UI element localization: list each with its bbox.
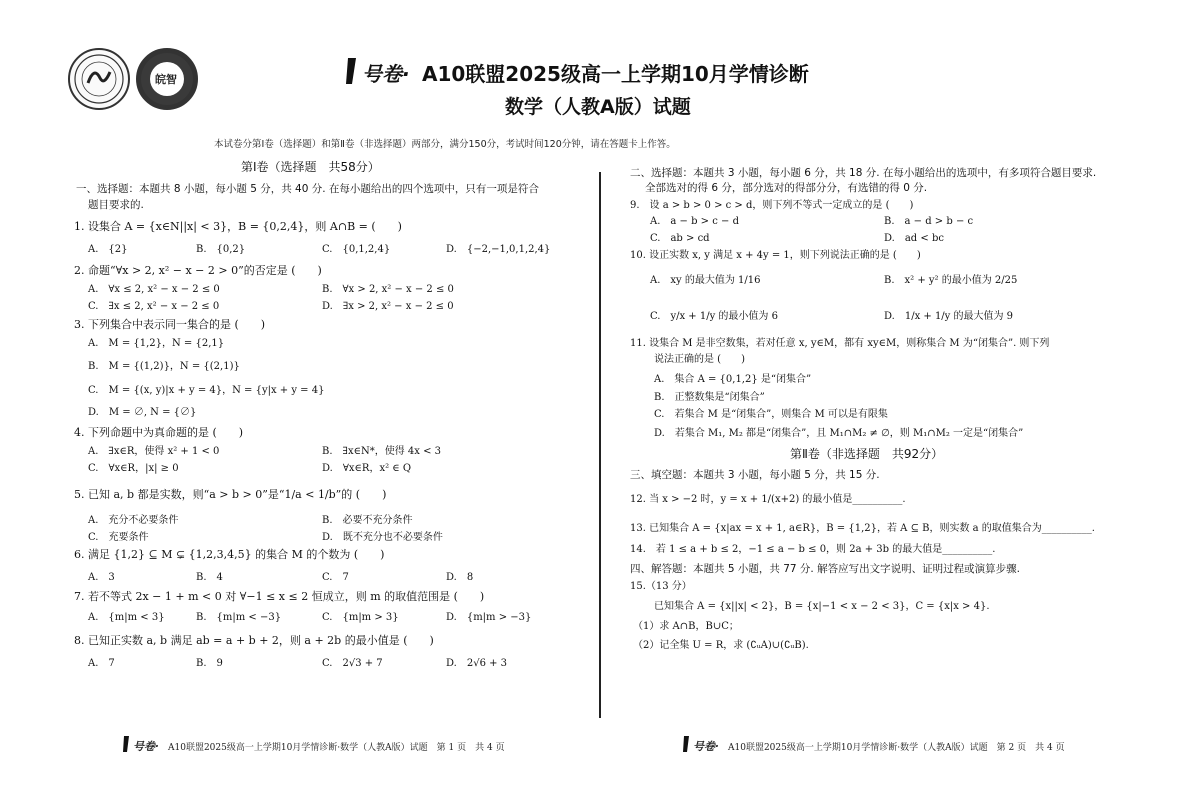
q13-stem: 13. 已知集合 A = {x|ax = x + 1, a∈R}，B = {1,2}，若 A ⊆ B，则实数 a 的取值集合为__________. [630, 523, 1095, 534]
footer-brand-mark-left [121, 735, 131, 757]
q6-option-d: D. 8 [446, 572, 474, 583]
section4-instruction: 四、解答题：本题共 5 小题，共 77 分. 解答应写出文字说明、证明过程或演算步骤. [630, 563, 1020, 575]
footer-brand-right: 号卷· [693, 740, 719, 753]
q10-option-d: D. 1/x + 1/y 的最大值为 9 [884, 311, 1014, 322]
section1-instruction-cont: 题目要求的. [88, 199, 144, 211]
q7-stem: 7. 若不等式 2x − 1 + m < 0 对 ∀−1 ≤ x ≤ 2 恒成立，则 m 的取值范围是 ( ) [74, 590, 485, 603]
q5-option-a: A. 充分不必要条件 [88, 515, 179, 526]
q11-option-a: A. 集合 A = {0,1,2} 是“闭集合” [654, 374, 812, 385]
exam-intro: 本试卷分第Ⅰ卷（选择题）和第Ⅱ卷（非选择题）两部分，满分150分，考试时间120分钟，请在答题卡上作答。 [214, 139, 676, 150]
q10-option-a: A. xy 的最大值为 1/16 [650, 275, 761, 286]
section2-instruction: 二、选择题：本题共 3 小题，每小题 6 分，共 18 分. 在每小题给出的选项中，有多项符合题目要求. [630, 167, 1097, 179]
q1-option-b: B. {0,2} [196, 244, 246, 255]
q10-option-c: C. y/x + 1/y 的最小值为 6 [650, 311, 778, 322]
q1-option-a: A. {2} [88, 244, 128, 255]
q9-stem: 9. 设 a > b > 0 > c > d，则下列不等式一定成立的是 ( ) [630, 200, 914, 211]
q7-option-c: C. {m|m > 3} [322, 612, 399, 623]
q7-option-b: B. {m|m < −3} [196, 612, 282, 623]
q8-stem: 8. 已知正实数 a, b 满足 ab = a + b + 2，则 a + 2b 的最小值是 ( ) [74, 634, 434, 647]
q1-option-c: C. {0,1,2,4} [322, 244, 391, 255]
q2-option-a: A. ∀x ≤ 2, x² − x − 2 ≤ 0 [88, 284, 220, 295]
footer-brand-left: 号卷· [133, 740, 159, 753]
q11-stem: 11. 设集合 M 是非空数集，若对任意 x, y∈M，都有 xy∈M，则称集合 M 为“闭集合”. 则下列 [630, 338, 1050, 349]
q8-option-c: C. 2√3 + 7 [322, 658, 383, 669]
q11-stem-cont: 说法正确的是 ( ) [654, 354, 745, 365]
page-subtitle: 数学（人教A版）试题 [505, 96, 691, 118]
q9-option-d: D. ad < bc [884, 233, 944, 244]
q11-option-c: C. 若集合 M 是“闭集合”，则集合 M 可以是有限集 [654, 409, 888, 420]
q5-option-b: B. 必要不充分条件 [322, 515, 413, 526]
q4-stem: 4. 下列命题中为真命题的是 ( ) [74, 426, 244, 439]
q2-option-d: D. ∃x > 2, x² − x − 2 ≤ 0 [322, 301, 454, 312]
title-brand: 号卷· [362, 62, 410, 86]
wanzhi-education-logo [136, 48, 198, 110]
q3-option-a: A. M = {1,2}，N = {2,1} [88, 338, 225, 349]
q9-option-b: B. a − d > b − c [884, 216, 974, 227]
q6-stem: 6. 满足 {1,2} ⊆ M ⊊ {1,2,3,4,5} 的集合 M 的个数为 ( ) [74, 548, 385, 561]
logo-text: 皖智 [155, 73, 177, 86]
q3-stem: 3. 下列集合中表示同一集合的是 ( ) [74, 318, 266, 331]
q9-option-a: A. a − b > c − d [650, 216, 739, 227]
q10-option-b: B. x² + y² 的最小值为 2/25 [884, 275, 1018, 286]
q4-option-c: C. ∀x∈R，|x| ≥ 0 [88, 463, 179, 474]
q2-option-c: C. ∃x ≤ 2, x² − x − 2 ≤ 0 [88, 301, 220, 312]
part2-title: 第Ⅱ卷（非选择题 共92分） [790, 447, 944, 461]
q12-stem: 12. 当 x > −2 时，y = x + 1/(x+2) 的最小值是__________. [630, 494, 906, 505]
q6-option-a: A. 3 [88, 572, 115, 583]
q6-option-b: B. 4 [196, 572, 223, 583]
q5-stem: 5. 已知 a, b 都是实数，则“a > b > 0”是“1/a < 1/b”的 ( ) [74, 488, 387, 501]
section3-instruction: 三、填空题：本题共 3 小题，每小题 5 分，共 15 分. [630, 469, 880, 481]
q1-option-d: D. {−2,−1,0,1,2,4} [446, 244, 551, 255]
footer-brand-mark-right [681, 735, 691, 757]
q11-option-d: D. 若集合 M₁, M₂ 都是“闭集合”，且 M₁∩M₂ ≠ ∅，则 M₁∩M₂ 一定是“闭集合” [654, 428, 1024, 439]
q7-option-a: A. {m|m < 3} [88, 612, 165, 623]
q4-option-b: B. ∃x∈N*，使得 4x < 3 [322, 446, 442, 457]
q2-option-b: B. ∀x > 2, x² − x − 2 ≤ 0 [322, 284, 454, 295]
page-title: A10联盟2025级高一上学期10月学情诊断 [422, 62, 809, 86]
q8-option-d: D. 2√6 + 3 [446, 658, 508, 669]
alliance-seal-logo [68, 48, 130, 110]
footer-right: A10联盟2025级高一上学期10月学情诊断·数学（人教A版）试题 第 2 页 共 4 页 [728, 743, 1065, 753]
footer-left: A10联盟2025级高一上学期10月学情诊断·数学（人教A版）试题 第 1 页 共 4 页 [168, 743, 505, 753]
section1-instruction: 一、选择题：本题共 8 小题，每小题 5 分，共 40 分. 在每小题给出的四个选项中，只有一项是符合 [76, 183, 539, 195]
q15-part1: （1）求 A∩B，B∪C； [633, 621, 739, 632]
q15-given: 已知集合 A = {x||x| < 2}，B = {x|−1 < x − 2 < 3}，C = {x|x > 4}. [654, 601, 990, 612]
q10-stem: 10. 设正实数 x, y 满足 x + 4y = 1，则下列说法正确的是 ( ) [630, 250, 921, 261]
q3-option-d: D. M = ∅, N = {∅} [88, 407, 197, 418]
q7-option-d: D. {m|m > −3} [446, 612, 532, 623]
q3-option-c: C. M = {(x, y)|x + y = 4}，N = {y|x + y = 4} [88, 385, 325, 396]
part1-title: 第Ⅰ卷（选择题 共58分） [241, 160, 380, 174]
q4-option-a: A. ∃x∈R，使得 x² + 1 < 0 [88, 446, 220, 457]
title-brand-mark [342, 56, 360, 90]
q5-option-c: C. 充要条件 [88, 532, 149, 543]
column-divider [599, 172, 601, 718]
q1-stem: 1. 设集合 A = {x∈N||x| < 3}，B = {0,2,4}，则 A∩B = ( ) [74, 220, 402, 233]
q5-option-d: D. 既不充分也不必要条件 [322, 532, 443, 543]
q9-option-c: C. ab > cd [650, 233, 710, 244]
q11-option-b: B. 正整数集是“闭集合” [654, 392, 765, 403]
q3-option-b: B. M = {(1,2)}，N = {(2,1)} [88, 361, 240, 372]
q4-option-d: D. ∀x∈R，x² ∈ Q [322, 463, 412, 474]
q6-option-c: C. 7 [322, 572, 349, 583]
q8-option-a: A. 7 [88, 658, 115, 669]
section2-instruction-cont: 全部选对的得 6 分，部分选对的得部分分，有选错的得 0 分. [645, 182, 928, 194]
q14-stem: 14. 若 1 ≤ a + b ≤ 2，−1 ≤ a − b ≤ 0，则 2a + 3b 的最大值是__________. [630, 544, 996, 555]
q15-part2: （2）记全集 U = R，求 (∁ᵤA)∪(∁ᵤB). [633, 640, 809, 651]
q8-option-b: B. 9 [196, 658, 223, 669]
q2-stem: 2. 命题“∀x > 2, x² − x − 2 > 0”的否定是 ( ) [74, 264, 322, 277]
q15-header: 15.（13 分） [630, 581, 692, 592]
